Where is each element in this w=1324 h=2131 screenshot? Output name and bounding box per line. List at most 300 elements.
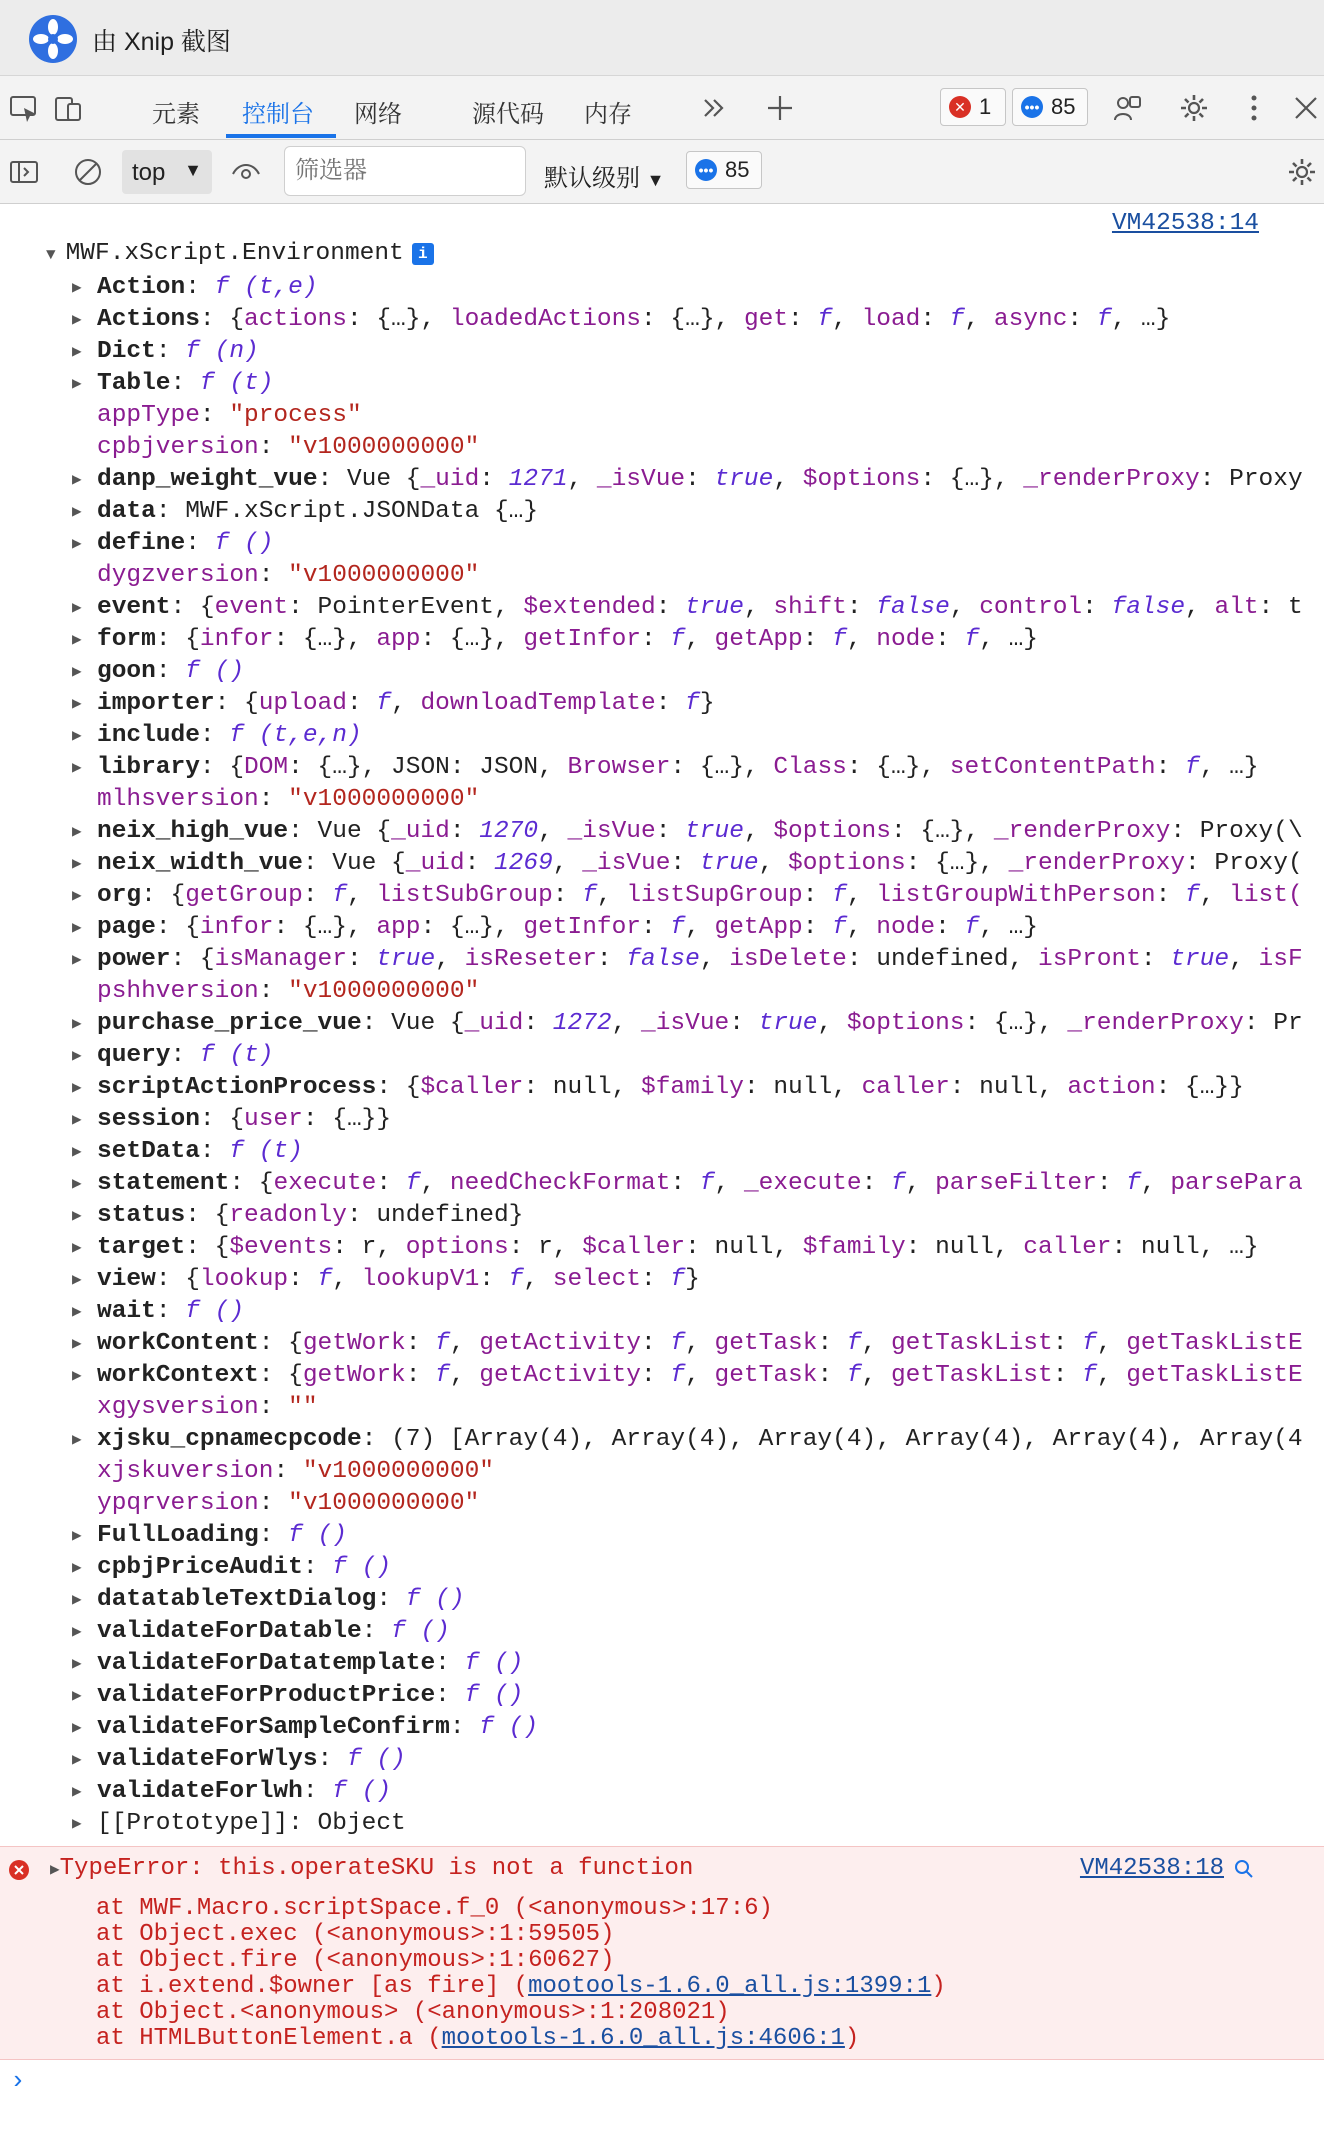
- property-entry: power: {isManager: true, isReseter: false, isDelete: undefined, isPront: true, isF: [97, 946, 1303, 973]
- property-row[interactable]: [0, 1520, 1324, 1552]
- property-row[interactable]: [0, 1232, 1324, 1264]
- issues-count-badge[interactable]: [686, 151, 762, 189]
- property-row[interactable]: [0, 1008, 1324, 1040]
- property-value: ,: [861, 1330, 891, 1357]
- property-value: : {…}}: [1155, 1074, 1244, 1101]
- property-row[interactable]: [0, 1808, 1324, 1840]
- property-value: ,: [743, 818, 774, 845]
- property-value: false: [876, 594, 950, 621]
- property-entry: [[Prototype]]: Object: [97, 1810, 406, 1837]
- property-value: f: [508, 1266, 524, 1293]
- expand-triangle-icon[interactable]: ▶: [72, 1111, 82, 1129]
- stack-frame-text: at Object.exec (<anonymous>:1:59505): [96, 1921, 615, 1948]
- property-value: f: [199, 1042, 215, 1069]
- property-value: :: [641, 1266, 671, 1293]
- console-settings-gear-icon[interactable]: [1286, 156, 1318, 188]
- property-value: list(: [1229, 882, 1303, 909]
- expanded-triangle-icon[interactable]: ▼: [46, 246, 56, 264]
- console-prompt[interactable]: ›: [10, 2066, 26, 2096]
- settings-gear-icon[interactable]: [1178, 92, 1210, 124]
- property-value: f: [435, 1362, 450, 1389]
- property-value: Browser: [567, 754, 671, 781]
- stack-frame-link[interactable]: mootools-1.6.0_all.js:4606:1: [441, 2025, 845, 2052]
- property-value: {: [244, 690, 259, 717]
- property-value: 1269: [493, 850, 553, 877]
- property-row[interactable]: [0, 1424, 1324, 1456]
- property-key: setData: [97, 1138, 200, 1165]
- property-value: getWork: [302, 1362, 406, 1389]
- property-row[interactable]: [0, 528, 1324, 560]
- property-entry: workContent: {getWork: f, getActivity: f, getTask: f, getTaskList: f, getTaskListE: [97, 1330, 1303, 1357]
- property-value: Vue {: [317, 818, 392, 845]
- expand-triangle-icon[interactable]: ▶: [72, 1559, 82, 1577]
- stack-frame-text: ): [931, 1973, 946, 2000]
- stack-frame: [96, 1999, 730, 2026]
- property-value: :: [935, 914, 965, 941]
- property-entry: define: f (): [97, 530, 274, 557]
- property-entry: mlhsversion: "v1000000000": [97, 786, 480, 813]
- property-value: }: [685, 1266, 700, 1293]
- property-value: ,: [1096, 1330, 1127, 1357]
- property-value: :: [405, 1362, 436, 1389]
- property-value: 1271: [508, 466, 568, 493]
- property-key: appType: [97, 402, 200, 429]
- property-row[interactable]: [0, 688, 1324, 720]
- property-value: (n): [199, 338, 259, 365]
- property-value: :: [1155, 754, 1186, 781]
- property-row: [0, 432, 1324, 464]
- property-row[interactable]: [0, 1680, 1324, 1712]
- property-value: getGroup: [185, 882, 303, 909]
- property-value: :: [346, 946, 377, 973]
- property-value: 1272: [552, 1010, 612, 1037]
- property-value: {: [405, 1074, 421, 1101]
- property-value: f: [670, 626, 686, 653]
- property-entry: target: {$events: r, options: r, $caller: null, $family: null, caller: null, …}: [97, 1234, 1259, 1261]
- property-key: validateForlwh: [97, 1778, 303, 1805]
- property-value: :: [449, 818, 480, 845]
- property-value: ,: [567, 466, 597, 493]
- property-value: f: [317, 1266, 333, 1293]
- property-value: isReseter: [464, 946, 597, 973]
- property-entry: danp_weight_vue: Vue {_uid: 1271, _isVue: true, $options: {…}, _renderProxy: Proxy: [97, 466, 1303, 493]
- property-value: :: [405, 1330, 436, 1357]
- property-row[interactable]: [0, 1264, 1324, 1296]
- property-value: "v1000000000": [302, 1458, 494, 1485]
- property-row: [0, 400, 1324, 432]
- property-value: true: [758, 1010, 818, 1037]
- property-value: ,: [685, 914, 715, 941]
- property-row[interactable]: [0, 912, 1324, 944]
- property-value: upload: [258, 690, 347, 717]
- expand-triangle-icon[interactable]: ▶: [72, 1719, 82, 1737]
- expand-triangle-icon[interactable]: ▶: [72, 1335, 82, 1353]
- property-key: wait: [97, 1298, 156, 1325]
- expand-triangle-icon[interactable]: ▶: [72, 1431, 82, 1449]
- property-value: : r,: [332, 1234, 406, 1261]
- property-value: getTaskList: [890, 1362, 1053, 1389]
- property-row[interactable]: [0, 1200, 1324, 1232]
- active-tab-indicator: [226, 134, 336, 138]
- property-value: : PointerEvent,: [288, 594, 524, 621]
- property-value: MWF.xScript.JSONData {…}: [185, 498, 539, 525]
- property-entry: wait: f (): [97, 1298, 245, 1325]
- property-row[interactable]: [0, 336, 1324, 368]
- property-value: f: [185, 338, 200, 365]
- property-value: : undefined,: [846, 946, 1038, 973]
- property-value: ,: [685, 626, 715, 653]
- property-value: Vue {: [332, 850, 406, 877]
- stack-frame-text: at Object.fire (<anonymous>:1:60627): [96, 1947, 615, 1974]
- property-row[interactable]: [0, 496, 1324, 528]
- property-value: node: [876, 914, 936, 941]
- property-value: f: [405, 1586, 421, 1613]
- property-row[interactable]: [0, 816, 1324, 848]
- live-expression-eye-icon[interactable]: [230, 156, 262, 188]
- property-value: : {…}}: [302, 1106, 392, 1133]
- property-value: parsePara: [1170, 1170, 1303, 1197]
- collapsed-triangle-icon[interactable]: ▶: [50, 1861, 60, 1879]
- property-value: f: [346, 1746, 362, 1773]
- property-value: :: [802, 626, 833, 653]
- expand-triangle-icon[interactable]: ▶: [72, 1271, 82, 1289]
- property-value: ,: [743, 594, 774, 621]
- expand-triangle-icon[interactable]: ▶: [72, 1527, 82, 1545]
- source-link[interactable]: VM42538:14: [1111, 210, 1259, 237]
- property-value: : null,: [743, 1074, 862, 1101]
- property-key: scriptActionProcess: [97, 1074, 377, 1101]
- property-row[interactable]: [0, 1072, 1324, 1104]
- expand-triangle-icon[interactable]: ▶: [72, 695, 82, 713]
- close-devtools-icon[interactable]: [1290, 92, 1322, 124]
- expand-triangle-icon[interactable]: ▶: [72, 503, 82, 521]
- property-value: control: [979, 594, 1083, 621]
- property-value: , …}: [979, 626, 1038, 653]
- property-row[interactable]: [0, 720, 1324, 752]
- property-value: : {…},: [420, 914, 524, 941]
- property-row[interactable]: [0, 1040, 1324, 1072]
- filter-input[interactable]: [284, 146, 526, 196]
- property-value: caller: [1023, 1234, 1112, 1261]
- property-key: validateForSampleConfirm: [97, 1714, 450, 1741]
- expand-triangle-icon[interactable]: ▶: [72, 1751, 82, 1769]
- property-value: {: [185, 1266, 200, 1293]
- property-row: [0, 1488, 1324, 1520]
- property-value: $extended: [523, 594, 656, 621]
- property-value: :: [1082, 594, 1112, 621]
- property-key: event: [97, 594, 171, 621]
- expand-triangle-icon[interactable]: ▶: [72, 1207, 82, 1225]
- property-value: :: [552, 882, 583, 909]
- log-level-selector[interactable]: [544, 158, 665, 193]
- property-value: f: [670, 1362, 686, 1389]
- property-key: validateForDatable: [97, 1618, 362, 1645]
- stack-frame-text: at MWF.Macro.scriptSpace.f_0 (<anonymous>:17:6): [96, 1895, 773, 1922]
- expand-triangle-icon[interactable]: ▶: [72, 727, 82, 745]
- stack-frame-text: ): [844, 2025, 860, 2052]
- device-toolbar-icon[interactable]: [52, 92, 84, 124]
- property-value: getInfor: [523, 626, 642, 653]
- property-row[interactable]: [0, 1360, 1324, 1392]
- property-value: : Proxy(\: [1170, 818, 1303, 845]
- property-value: : {…},: [846, 754, 950, 781]
- property-value: :: [802, 882, 833, 909]
- property-row[interactable]: [0, 272, 1324, 304]
- expand-triangle-icon[interactable]: ▶: [72, 1047, 82, 1065]
- expand-triangle-icon[interactable]: ▶: [72, 1175, 82, 1193]
- property-value: ,: [1229, 946, 1259, 973]
- expand-triangle-icon[interactable]: ▶: [72, 951, 82, 969]
- property-row[interactable]: [0, 752, 1324, 784]
- property-value: f: [685, 690, 700, 717]
- expand-triangle-icon[interactable]: ▶: [72, 311, 82, 329]
- property-value: _isVue: [596, 466, 686, 493]
- property-entry: page: {infor: {…}, app: {…}, getInfor: f, getApp: f, node: f, …}: [97, 914, 1038, 941]
- property-value: : null,: [685, 1234, 803, 1261]
- property-value: ,: [905, 1170, 936, 1197]
- stack-frame: [96, 1973, 946, 2000]
- property-entry: view: {lookup: f, lookupV1: f, select: f}: [97, 1266, 700, 1293]
- property-row[interactable]: [0, 592, 1324, 624]
- property-row[interactable]: [0, 944, 1324, 976]
- property-value: :: [641, 626, 671, 653]
- property-value: event: [214, 594, 289, 621]
- expand-triangle-icon[interactable]: ▶: [72, 759, 82, 777]
- more-tabs-icon[interactable]: [698, 92, 730, 124]
- property-value: app: [376, 626, 421, 653]
- expand-triangle-icon[interactable]: ▶: [72, 919, 82, 937]
- expand-triangle-icon[interactable]: ▶: [72, 1815, 82, 1833]
- expand-triangle-icon[interactable]: ▶: [72, 855, 82, 873]
- property-value: "v1000000000": [288, 786, 480, 813]
- search-issue-icon[interactable]: [1232, 1857, 1256, 1881]
- property-value: "v1000000000": [288, 434, 480, 461]
- property-key: pshhversion: [97, 978, 259, 1005]
- expand-triangle-icon[interactable]: ▶: [72, 1015, 82, 1033]
- more-options-icon[interactable]: [1238, 92, 1270, 124]
- property-value: _uid: [464, 1010, 524, 1037]
- property-value: true: [699, 850, 759, 877]
- expand-triangle-icon[interactable]: ▶: [72, 1239, 82, 1257]
- tab-console[interactable]: 控制台: [242, 101, 314, 128]
- property-row[interactable]: [0, 624, 1324, 656]
- tab-sources[interactable]: 源代码: [472, 101, 544, 128]
- property-value: : {…},: [420, 626, 524, 653]
- property-entry: form: {infor: {…}, app: {…}, getInfor: f, getApp: f, node: f, …}: [97, 626, 1038, 653]
- property-value: :: [655, 690, 686, 717]
- property-value: getApp: [714, 626, 803, 653]
- property-value: : {…},: [273, 914, 377, 941]
- property-value: {: [199, 594, 215, 621]
- property-value: f: [435, 1330, 450, 1357]
- property-value: f: [670, 1266, 686, 1293]
- property-value: ,: [332, 1266, 362, 1293]
- property-row: [0, 976, 1324, 1008]
- expand-triangle-icon[interactable]: ▶: [72, 663, 82, 681]
- property-key: view: [97, 1266, 156, 1293]
- stack-frame: [96, 2025, 859, 2052]
- property-key: ypqrversion: [97, 1490, 259, 1517]
- property-value: :: [1140, 946, 1171, 973]
- property-value: $options: [788, 850, 906, 877]
- expand-triangle-icon[interactable]: ▶: [72, 1303, 82, 1321]
- property-row[interactable]: [0, 1104, 1324, 1136]
- expand-triangle-icon[interactable]: ▶: [72, 823, 82, 841]
- property-value: : undefined}: [346, 1202, 524, 1229]
- error-source-link[interactable]: VM42538:18: [1079, 1855, 1224, 1882]
- property-value: f: [405, 1170, 421, 1197]
- expand-triangle-icon[interactable]: ▶: [72, 535, 82, 553]
- expand-triangle-icon[interactable]: ▶: [72, 599, 82, 617]
- property-value: _renderProxy: [993, 818, 1171, 845]
- property-value: getTaskList: [890, 1330, 1053, 1357]
- property-value: ,: [1199, 882, 1230, 909]
- property-key: page: [97, 914, 156, 941]
- property-key: power: [97, 946, 171, 973]
- property-value: load: [861, 306, 921, 333]
- property-row[interactable]: [0, 1328, 1324, 1360]
- property-value: _uid: [391, 818, 450, 845]
- message-count: 85: [1051, 94, 1076, 119]
- error-count-badge[interactable]: [940, 88, 1006, 126]
- property-entry: query: f (t): [97, 1042, 274, 1069]
- property-row[interactable]: [0, 304, 1324, 336]
- stack-frame-text: at i.extend.$owner [as fire] (: [96, 1973, 529, 2000]
- expand-triangle-icon[interactable]: ▶: [72, 631, 82, 649]
- property-value: ,: [949, 594, 980, 621]
- property-value: {: [170, 882, 186, 909]
- tab-memory[interactable]: 内存: [584, 101, 632, 128]
- property-value: "": [288, 1394, 318, 1421]
- expand-triangle-icon[interactable]: ▶: [72, 375, 82, 393]
- property-value: get: [743, 306, 789, 333]
- property-value: :: [523, 1010, 553, 1037]
- error-text[interactable]: ▶TypeError: this.operateSKU is not a function: [50, 1855, 694, 1882]
- property-value: ,: [714, 1170, 744, 1197]
- property-key: neix_high_vue: [97, 818, 289, 845]
- property-value: :: [479, 1266, 509, 1293]
- property-value: getTaskListE: [1126, 1362, 1303, 1389]
- property-value: :: [288, 1266, 318, 1293]
- property-row[interactable]: [0, 656, 1324, 688]
- property-value: caller: [861, 1074, 950, 1101]
- property-value: : null,: [949, 1074, 1068, 1101]
- property-entry: xgysversion: "": [97, 1394, 318, 1421]
- property-value: listSupGroup: [626, 882, 803, 909]
- property-row: [0, 1392, 1324, 1424]
- property-entry: session: {user: {…}}: [97, 1106, 392, 1133]
- context-selector[interactable]: [122, 150, 212, 194]
- property-value: lookup: [199, 1266, 289, 1293]
- expand-triangle-icon[interactable]: ▶: [72, 279, 82, 297]
- property-value: true: [685, 594, 744, 621]
- property-value: (): [479, 1650, 524, 1677]
- tab-elements[interactable]: 元素: [152, 101, 200, 128]
- expand-triangle-icon[interactable]: ▶: [72, 887, 82, 905]
- property-value: ,: [832, 306, 862, 333]
- property-value: :: [376, 1170, 406, 1197]
- property-row[interactable]: [0, 464, 1324, 496]
- property-value: : null, …}: [1111, 1234, 1259, 1261]
- clear-console-icon[interactable]: [72, 156, 104, 188]
- property-value: f: [949, 306, 965, 333]
- property-value: false: [1111, 594, 1186, 621]
- stack-frame-link[interactable]: mootools-1.6.0_all.js:1399:1: [528, 1973, 932, 2000]
- property-value: isDelete: [729, 946, 847, 973]
- property-value: (): [405, 1618, 450, 1645]
- sidebar-toggle-icon[interactable]: [8, 156, 40, 188]
- property-row[interactable]: [0, 1648, 1324, 1680]
- expand-triangle-icon[interactable]: ▶: [72, 471, 82, 489]
- property-value: 1270: [479, 818, 539, 845]
- property-entry: datatableTextDialog: f (): [97, 1586, 465, 1613]
- property-key: mlhsversion: [97, 786, 259, 813]
- property-value: listGroupWithPerson: [876, 882, 1156, 909]
- property-value: : {…}, JSON: JSON,: [288, 754, 568, 781]
- property-value: :: [302, 882, 333, 909]
- log-level-label: 默认级别: [544, 165, 640, 192]
- property-value: _execute: [743, 1170, 862, 1197]
- property-row[interactable]: [0, 1616, 1324, 1648]
- customize-icon[interactable]: [1112, 92, 1144, 124]
- expand-triangle-icon[interactable]: ▶: [72, 1655, 82, 1673]
- expand-triangle-icon[interactable]: ▶: [72, 343, 82, 361]
- property-value: f: [464, 1682, 480, 1709]
- property-row[interactable]: [0, 1744, 1324, 1776]
- expand-triangle-icon[interactable]: ▶: [72, 1591, 82, 1609]
- expand-triangle-icon[interactable]: ▶: [72, 1783, 82, 1801]
- property-value: : {…},: [670, 754, 774, 781]
- property-value: true: [714, 466, 774, 493]
- expand-triangle-icon[interactable]: ▶: [72, 1687, 82, 1705]
- expand-triangle-icon[interactable]: ▶: [72, 1143, 82, 1161]
- property-key: importer: [97, 690, 215, 717]
- property-value: _isVue: [582, 850, 671, 877]
- object-header[interactable]: [46, 240, 434, 267]
- property-row[interactable]: [0, 1296, 1324, 1328]
- property-row[interactable]: [0, 1168, 1324, 1200]
- property-value: infor: [199, 914, 274, 941]
- property-entry: library: {DOM: {…}, JSON: JSON, Browser: {…}, Class: {…}, setContentPath: f, …}: [97, 754, 1259, 781]
- property-row[interactable]: [0, 368, 1324, 400]
- property-entry: statement: {execute: f, needCheckFormat: f, _execute: f, parseFilter: f, parsePara: [97, 1170, 1303, 1197]
- property-row[interactable]: [0, 1712, 1324, 1744]
- inspect-element-icon[interactable]: [8, 92, 40, 124]
- property-value: f: [229, 722, 245, 749]
- property-key: query: [97, 1042, 171, 1069]
- property-value: {: [185, 626, 200, 653]
- expand-triangle-icon[interactable]: ▶: [72, 1623, 82, 1641]
- tab-network[interactable]: 网络: [354, 101, 402, 128]
- property-row[interactable]: [0, 1776, 1324, 1808]
- property-entry: pshhversion: "v1000000000": [97, 978, 480, 1005]
- property-value: ,: [964, 306, 994, 333]
- expand-triangle-icon[interactable]: ▶: [72, 1079, 82, 1097]
- property-row[interactable]: [0, 848, 1324, 880]
- property-key: Dict: [97, 338, 156, 365]
- property-value: :: [846, 594, 877, 621]
- expand-triangle-icon[interactable]: ▶: [72, 1367, 82, 1385]
- add-tab-icon[interactable]: [764, 92, 796, 124]
- property-value: :: [464, 850, 494, 877]
- property-value: (t): [214, 1042, 274, 1069]
- property-value: :: [1096, 1170, 1127, 1197]
- property-row[interactable]: [0, 1552, 1324, 1584]
- property-row[interactable]: [0, 1584, 1324, 1616]
- property-row[interactable]: [0, 880, 1324, 912]
- message-count-badge[interactable]: [1012, 88, 1088, 126]
- property-row[interactable]: [0, 1136, 1324, 1168]
